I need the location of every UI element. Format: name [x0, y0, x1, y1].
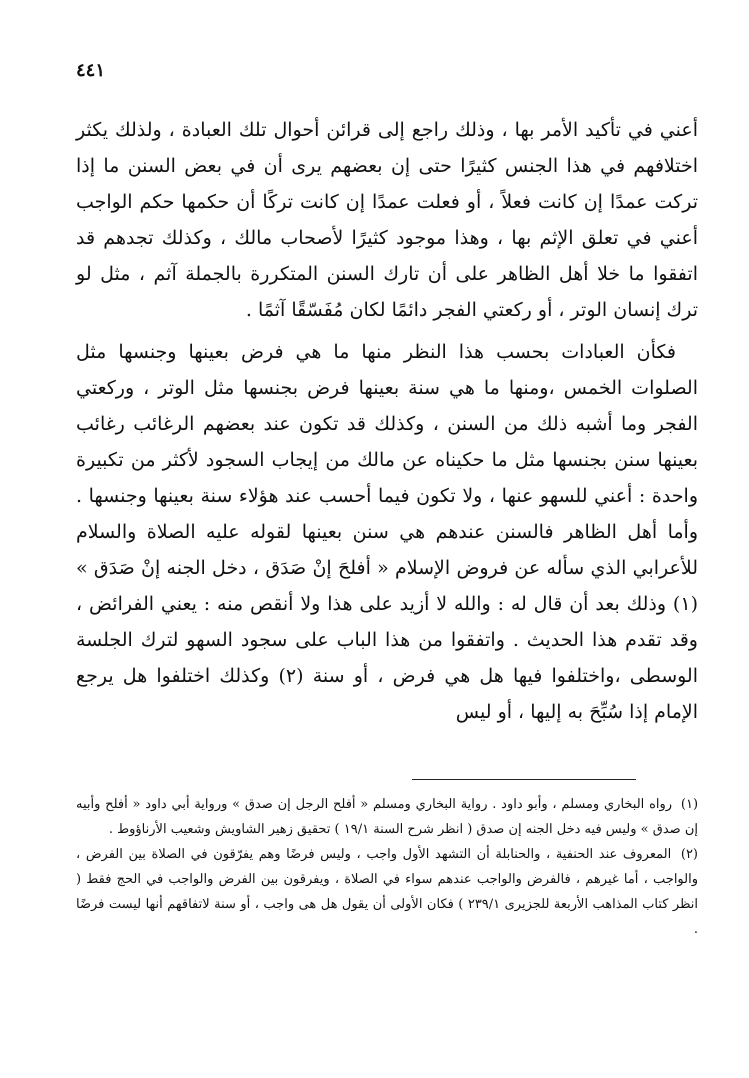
footnote-text: المعروف عند الحنفية ، والحنابلة أن التشهد الأول واجب ، وليس فرضًا وهم يفرّقون في الصلاة بين الفرض ، والواجب ، أما غيرهم ، فالفرض والواجب عندهم سواء في الصلاة ، ويفرقون بين الفرض والواجب في الحج فقط ( انظر كتاب المذاهب الأربعة للجزيرى ٢٣٩/١ ) فكان الأولى أن يقول هل هى واجب ، أو سنة لاتفاقهم أنها ليست فرضًا . — [76, 847, 698, 937]
paragraph: فكأن العبادات بحسب هذا النظر منها ما هي فرض بعينها وجنسها مثل الصلوات الخمس ،ومنها ما هي سنة بعينها فرض بجنسها مثل الوتر ، وركعتي الفجر وما أشبه ذلك من السنن ، وكذلك قد تكون عند بعضهم الرغائب رغائب بعينها سنن بجنسها مثل ما حكيناه عن مالك من إيجاب السجود لأكثر من تكبيرة واحدة : أعني للسهو عنها ، ولا تكون فيما أحسب عند هؤلاء سنة بعينها وجنسها . وأما أهل الظاهر فالسنن عندهم هي سنن بعينها لقوله عليه الصلاة والسلام للأعرابي الذي سأله عن فروض الإسلام « أفلحَ إنْ صَدَق ، دخل الجنه إنْ صَدَق » (١) وذلك بعد أن قال له : والله لا أزيد على هذا ولا أنقص منه : يعني الفرائض ، وقد تقدم هذا الحديث . واتفقوا من هذا الباب على سجود السهو لترك الجلسة الوسطى ،واختلفوا فيها هل هي فرض ، أو سنة (٢) وكذلك اختلفوا هل يرجع الإمام إذا سُبِّحَ به إليها ، أو ليس — [76, 341, 698, 723]
footnote-marker: (٢) — [680, 847, 698, 862]
footnote-separator — [412, 779, 636, 780]
footnotes — [76, 792, 698, 942]
footnote — [76, 842, 698, 942]
page-number: ٤٤١ — [76, 60, 106, 81]
footnote-marker: (١) — [680, 797, 699, 812]
footnote-text: رواه البخاري ومسلم ، وأبو داود . رواية البخاري ومسلم « أفلح الرجل إن صدق » ورواية أبي داود « أفلح وأبيه إن صدق » وليس فيه دخل الجنه إن صدق ( انظر شرح السنة ١٩/١ ) تحقيق زهير الشاويش وشعيب الأرناؤوط . — [76, 797, 698, 837]
footnote — [76, 792, 698, 842]
main-text — [76, 112, 698, 730]
paragraph: أعني في تأكيد الأمر بها ، وذلك راجع إلى قرائن أحوال تلك العبادة ، ولذلك يكثر اختلافهم في هذا الجنس كثيرًا حتى إن بعضهم يرى أن في بعض السنن ما إذا تركت عمدًا إن كانت فعلاً ، أو فعلت عمدًا إن كانت تركًا أن حكمها حكم الواجب أعني في تعلق الإثم بها ، وهذا موجود كثيرًا لأصحاب مالك ، وكذلك تجدهم قد اتفقوا ما خلا أهل الظاهر على أن تارك السنن المتكررة بالجملة آثم ، مثل لو ترك إنسان الوتر ، أو ركعتي الفجر دائمًا لكان مُفَسّقًا آثمًا . — [76, 119, 698, 321]
